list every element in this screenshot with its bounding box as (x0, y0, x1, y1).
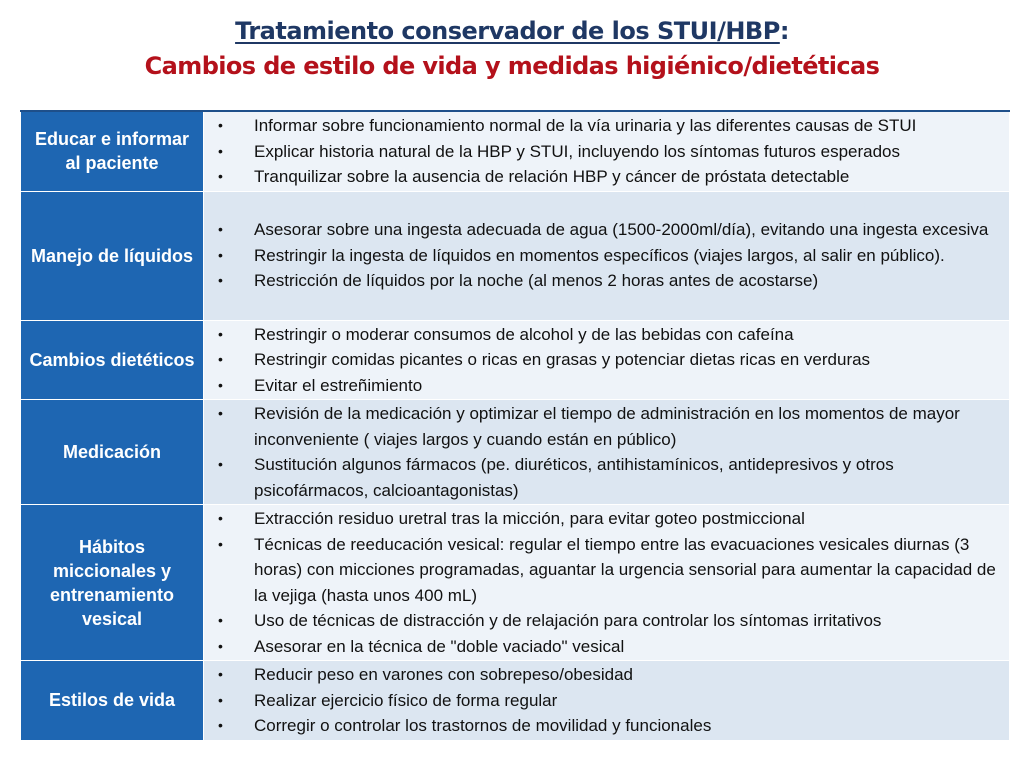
items-habitos (204, 505, 1010, 661)
table-row (21, 400, 1010, 505)
bullet-icon: • (218, 637, 223, 654)
list-item (210, 139, 1003, 165)
table-row (21, 661, 1010, 741)
list-item (210, 452, 1003, 503)
items-educar (204, 111, 1010, 191)
bullet-icon: • (218, 168, 223, 184)
bullet-icon: • (218, 666, 223, 682)
items-estilos (204, 661, 1010, 741)
item-text: Uso de técnicas de distracción y de relajación para controlar los síntomas irritativos (254, 611, 882, 630)
list-item (210, 713, 1003, 739)
bullet-icon: • (218, 272, 223, 289)
slide-title-colon: : (779, 17, 789, 45)
category-dieteticos: Cambios dietéticos (21, 320, 204, 400)
item-text: Asesorar sobre una ingesta adecuada de agua (1500-2000ml/día), evitando una ingesta excesiva (254, 220, 989, 240)
list-item (210, 532, 1003, 609)
title-block (0, 0, 1024, 84)
table-row (21, 191, 1010, 320)
list-item (210, 243, 1003, 269)
list-item (210, 217, 1003, 243)
list-item (210, 506, 1003, 532)
items-dieteticos (204, 320, 1010, 400)
table-row (21, 505, 1010, 661)
list-item (210, 164, 1003, 190)
category-medicacion: Medicación (21, 400, 204, 505)
slide-subtitle: Cambios de estilo de vida y medidas higiénico/dietéticas (144, 52, 880, 80)
list-item (210, 662, 1003, 688)
item-text: Técnicas de reeducación vesical: regular el tiempo entre las evacuaciones vesicales diurnas (3 horas) con micciones programadas, aguantar la urgencia sensorial para aumentar la capacidad de la vejiga (hasta unos 400 mL) (254, 534, 996, 605)
list-item (210, 634, 1003, 660)
list-item (210, 401, 1003, 452)
bullet-icon: • (218, 612, 223, 628)
bullet-icon: • (218, 405, 223, 421)
item-text: Informar sobre funcionamiento normal de la vía urinaria y las diferentes causas de STUI (254, 116, 917, 135)
list-item (210, 268, 1003, 294)
item-text: Restringir la ingesta de líquidos en momentos específicos (viajes largos, al salir en público). (254, 245, 945, 265)
bullet-icon: • (218, 117, 223, 133)
item-text: Revisión de la medicación y optimizar el tiempo de administración en los momentos de mayor inconveniente ( viajes largos y cuando están en público) (254, 404, 960, 449)
list-item (210, 347, 1003, 373)
bullet-icon: • (218, 535, 223, 552)
category-estilos: Estilos de vida (21, 661, 204, 741)
list-item (210, 688, 1003, 714)
item-text: Extracción residuo uretral tras la micción, para evitar goteo postmiccional (254, 509, 805, 528)
bullet-icon: • (218, 510, 223, 526)
category-habitos: Hábitos miccionales y entrenamiento vesical (21, 505, 204, 661)
bullet-icon: • (218, 717, 223, 733)
item-text: Corregir o controlar los trastornos de movilidad y funcionales (254, 716, 712, 735)
item-text: Evitar el estreñimiento (254, 375, 423, 395)
bullet-icon: • (218, 246, 223, 263)
bullet-icon: • (218, 221, 223, 238)
item-text: Explicar historia natural de la HBP y STUI, incluyendo los síntomas futuros esperados (254, 141, 900, 161)
item-text: Sustitución algunos fármacos (pe. diuréticos, antihistamínicos, antidepresivos y otros psicofármacos, calcioantagonistas) (254, 455, 894, 500)
treatment-table (20, 110, 1010, 741)
list-item (210, 373, 1003, 399)
bullet-icon: • (218, 325, 223, 342)
bullet-icon: • (218, 691, 223, 708)
list-item (210, 322, 1003, 348)
item-text: Reducir peso en varones con sobrepeso/obesidad (254, 665, 633, 684)
bullet-icon: • (218, 456, 223, 472)
item-text: Tranquilizar sobre la ausencia de relación HBP y cáncer de próstata detectable (254, 167, 850, 186)
item-text: Restringir o moderar consumos de alcohol y de las bebidas con cafeína (254, 324, 794, 344)
items-liquidos (204, 191, 1010, 320)
items-medicacion (204, 400, 1010, 505)
table-row (21, 320, 1010, 400)
category-educar: Educar e informar al paciente (21, 111, 204, 191)
bullet-icon: • (218, 351, 223, 367)
item-text: Realizar ejercicio físico de forma regular (254, 690, 558, 710)
list-item (210, 113, 1003, 139)
list-item (210, 608, 1003, 634)
item-text: Restricción de líquidos por la noche (al menos 2 horas antes de acostarse) (254, 271, 819, 291)
table-row (21, 111, 1010, 191)
bullet-icon: • (218, 142, 223, 159)
item-text: Asesorar en la técnica de "doble vaciado" vesical (254, 636, 625, 656)
slide-title-main: Tratamiento conservador de los STUI/HBP (235, 17, 780, 45)
slide-title (0, 14, 1024, 48)
item-text: Restringir comidas picantes o ricas en grasas y potenciar dietas ricas en verduras (254, 350, 871, 369)
bullet-icon: • (218, 376, 223, 393)
category-liquidos: Manejo de líquidos (21, 191, 204, 320)
